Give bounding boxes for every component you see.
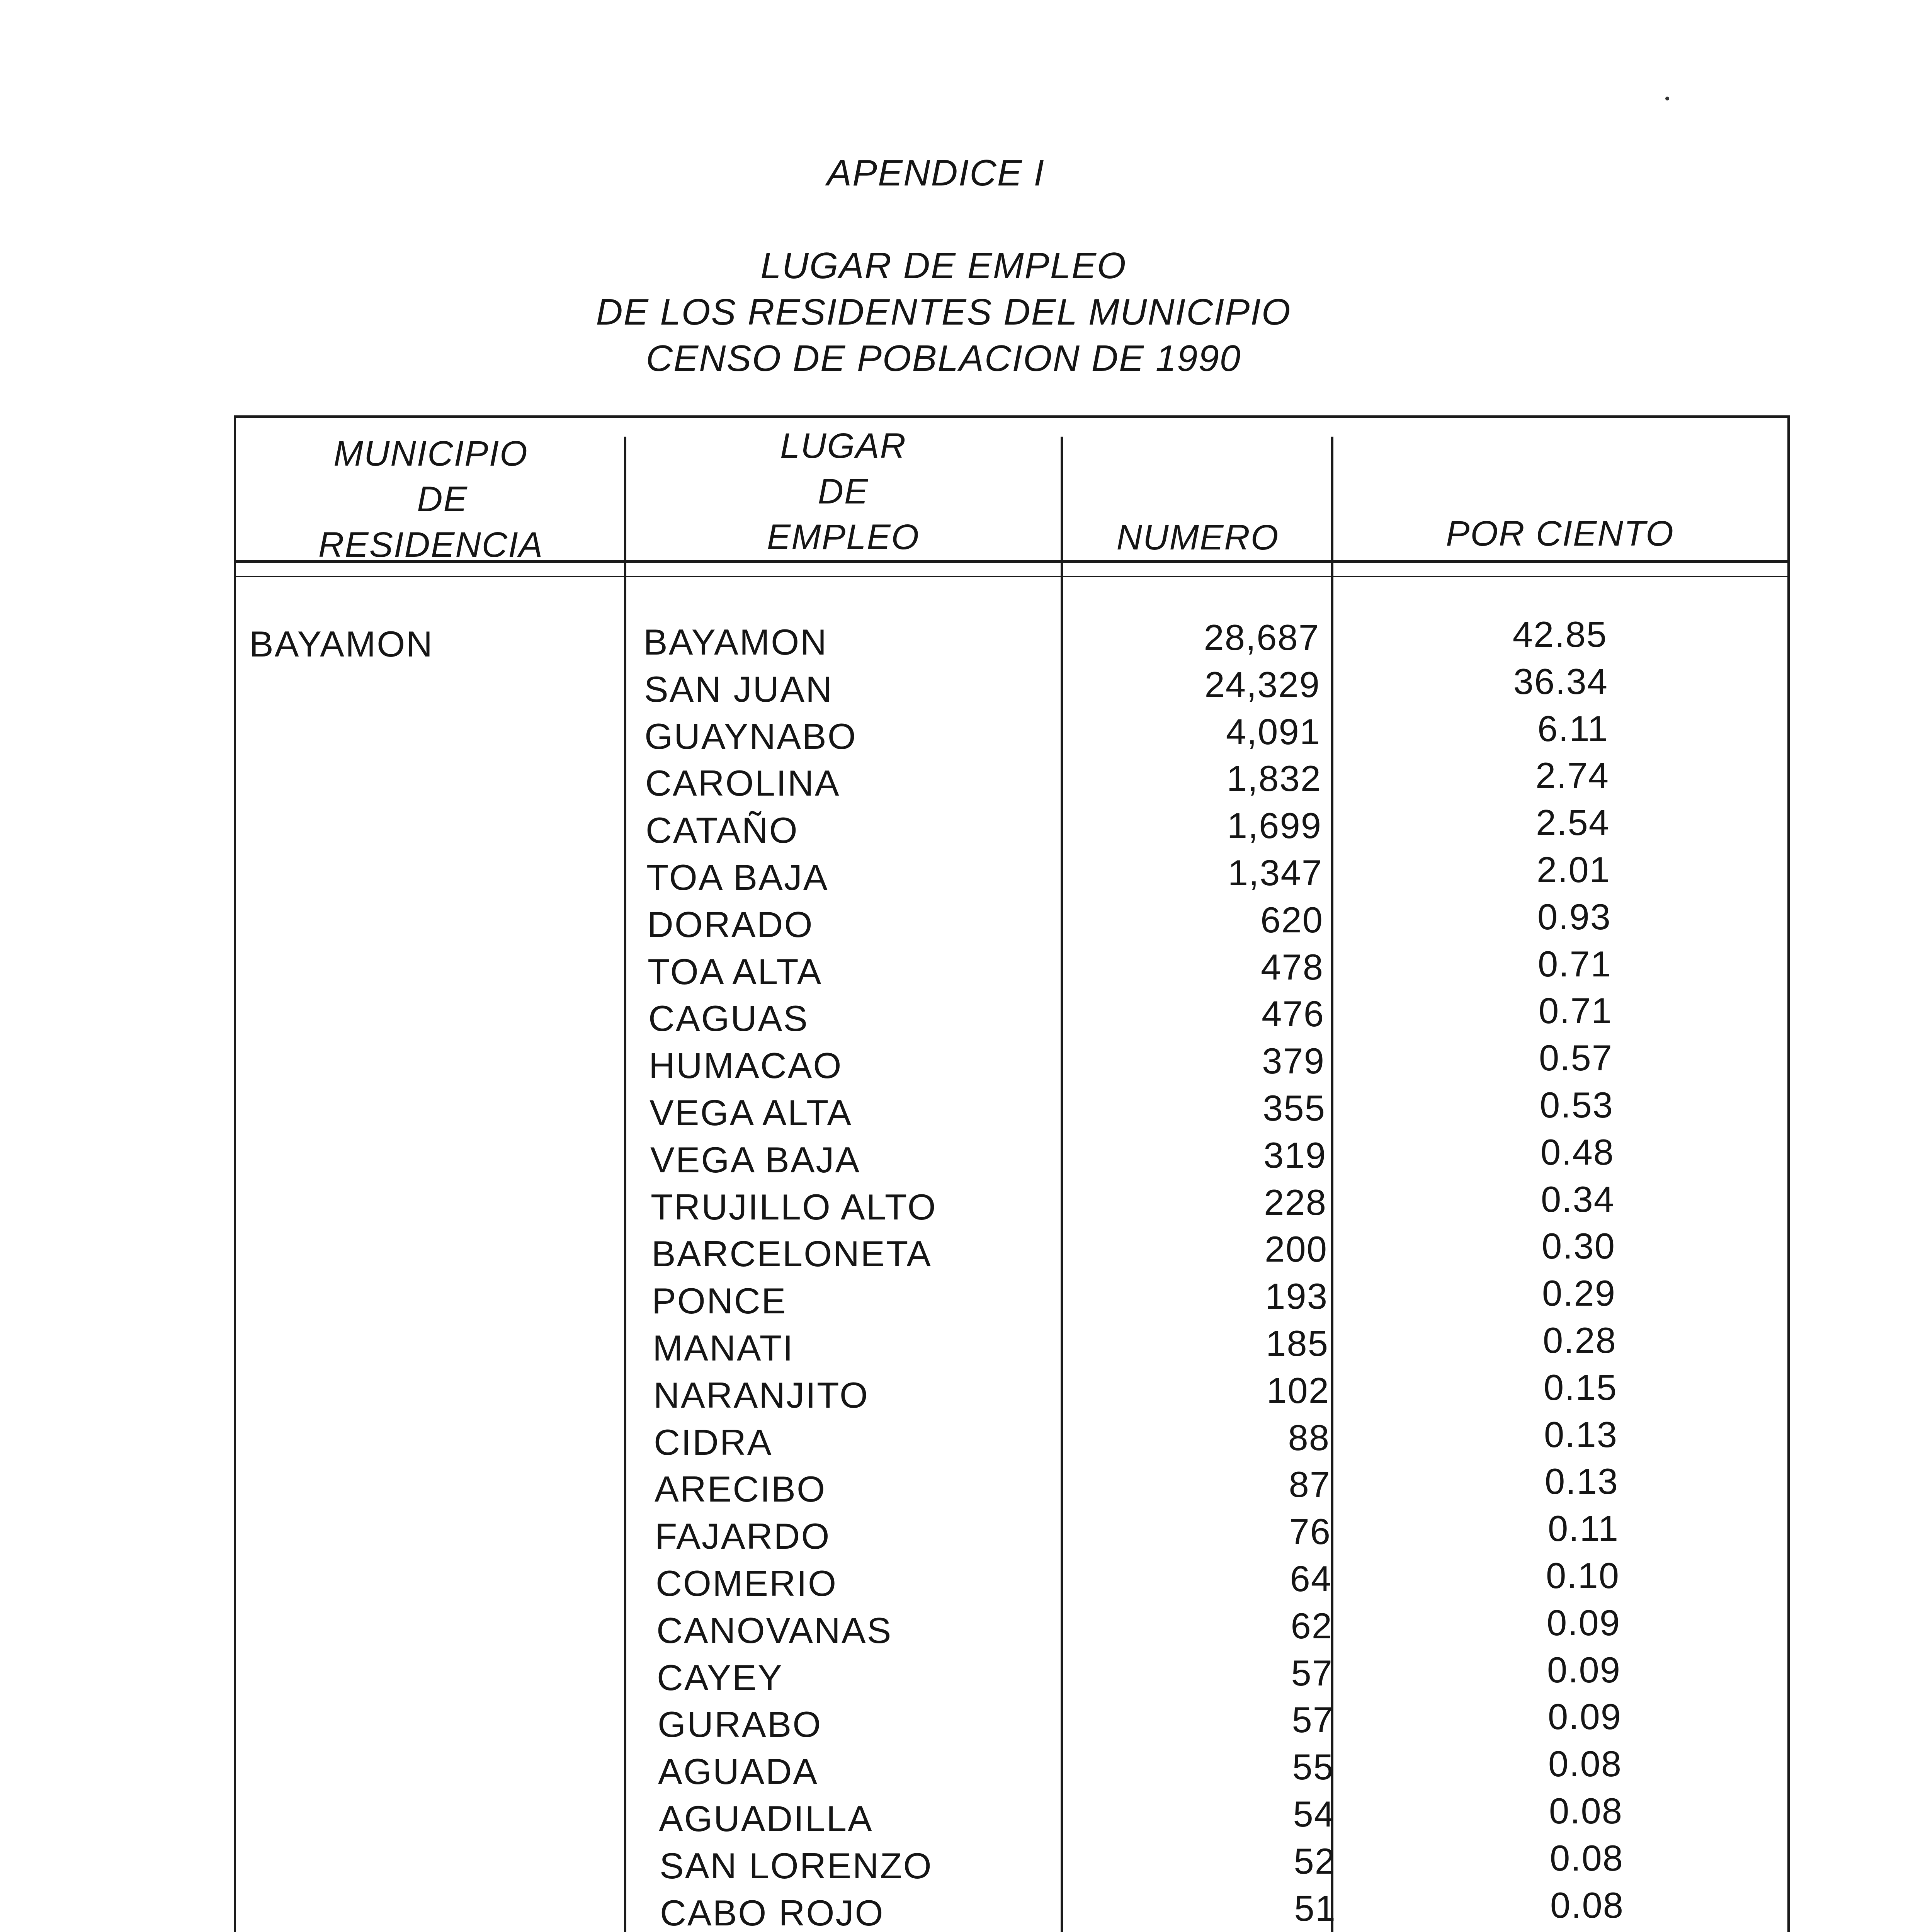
header-municipio-line-3: RESIDENCIA bbox=[318, 525, 544, 565]
header-lugar-line-1: LUGAR bbox=[780, 426, 906, 466]
lugar-cell: GURABO bbox=[658, 1704, 822, 1745]
numero-cell: 76 bbox=[1289, 1511, 1331, 1552]
por-ciento-cell: 2.54 bbox=[1536, 802, 1610, 843]
lugar-cell: SAN LORENZO bbox=[660, 1845, 933, 1886]
por-ciento-cell: 0.13 bbox=[1544, 1414, 1618, 1455]
por-ciento-cell: 0.08 bbox=[1548, 1743, 1622, 1784]
lugar-cell: DORADO bbox=[647, 904, 814, 945]
lugar-cell: TOA BAJA bbox=[646, 857, 829, 898]
por-ciento-cell: 0.08 bbox=[1550, 1838, 1624, 1878]
lugar-cell: CAYEY bbox=[657, 1657, 783, 1698]
numero-cell: 54 bbox=[1293, 1794, 1335, 1834]
por-ciento-cell: 0.11 bbox=[1548, 1508, 1619, 1549]
numero-cell: 193 bbox=[1265, 1276, 1328, 1316]
header-municipio bbox=[240, 431, 622, 568]
lugar-cell: CAGUAS bbox=[648, 998, 809, 1039]
lugar-cell: AGUADA bbox=[658, 1751, 818, 1792]
lugar-cell: VEGA BAJA bbox=[650, 1139, 861, 1180]
numero-cell: 1,832 bbox=[1226, 758, 1321, 799]
por-ciento-cell: 36.34 bbox=[1513, 661, 1608, 702]
column-divider-2 bbox=[1061, 437, 1063, 1932]
numero-cell: 28,687 bbox=[1204, 617, 1319, 658]
appendix-title: APENDICE I bbox=[826, 152, 1045, 194]
por-ciento-cell: 0.93 bbox=[1537, 896, 1611, 937]
lugar-cell: CATAÑO bbox=[646, 810, 799, 850]
header-municipio-line-2: DE bbox=[417, 480, 468, 519]
header-lugar-line-2: DE bbox=[818, 472, 869, 511]
lugar-cell: FAJARDO bbox=[655, 1516, 831, 1556]
por-ciento-cell: 2.74 bbox=[1535, 755, 1609, 796]
lugar-cell: PONCE bbox=[652, 1281, 787, 1321]
header-municipio-line-1: MUNICIPIO bbox=[333, 434, 528, 473]
por-ciento-cell: 0.30 bbox=[1542, 1226, 1615, 1266]
lugar-cell: ARECIBO bbox=[655, 1469, 826, 1509]
subtitle-line-3: CENSO DE POBLACION DE 1990 bbox=[646, 338, 1241, 379]
por-ciento-cell: 2.01 bbox=[1537, 849, 1610, 890]
numero-cell: 88 bbox=[1288, 1417, 1330, 1458]
numero-cell: 87 bbox=[1289, 1464, 1331, 1505]
lugar-cell: TOA ALTA bbox=[648, 951, 823, 992]
numero-cell: 355 bbox=[1263, 1088, 1326, 1128]
lugar-cell: CIDRA bbox=[654, 1422, 773, 1463]
numero-cell: 57 bbox=[1291, 1653, 1333, 1693]
scan-speck bbox=[1665, 97, 1669, 100]
por-ciento-cell: 0.29 bbox=[1542, 1273, 1616, 1313]
por-ciento-cell: 0.13 bbox=[1545, 1461, 1619, 1502]
lugar-cell: GUAYNABO bbox=[644, 716, 857, 757]
subtitle-line-1: LUGAR DE EMPLEO bbox=[760, 245, 1127, 286]
numero-cell: 57 bbox=[1292, 1699, 1334, 1740]
por-ciento-cell: 0.10 bbox=[1546, 1555, 1620, 1596]
por-ciento-cell: 6.11 bbox=[1537, 708, 1609, 749]
lugar-cell: TRUJILLO ALTO bbox=[651, 1187, 937, 1227]
header-lugar-line-3: EMPLEO bbox=[767, 517, 920, 557]
numero-cell: 476 bbox=[1262, 993, 1325, 1034]
header-lugar bbox=[628, 423, 1059, 560]
numero-cell: 478 bbox=[1261, 947, 1324, 987]
lugar-cell: BARCELONETA bbox=[651, 1233, 932, 1274]
numero-cell: 55 bbox=[1292, 1747, 1334, 1787]
lugar-cell: SAN JUAN bbox=[644, 669, 833, 709]
por-ciento-cell: 0.57 bbox=[1539, 1037, 1613, 1078]
subtitle-line-2: DE LOS RESIDENTES DEL MUNICIPIO bbox=[596, 291, 1291, 333]
lugar-cell: MANATI bbox=[653, 1328, 794, 1368]
header-rule-lower bbox=[236, 576, 1787, 577]
por-ciento-cell: 0.53 bbox=[1540, 1085, 1614, 1125]
numero-cell: 64 bbox=[1290, 1558, 1332, 1599]
numero-cell: 1,699 bbox=[1227, 805, 1322, 846]
numero-cell: 620 bbox=[1260, 900, 1323, 940]
por-ciento-cell: 0.71 bbox=[1539, 990, 1612, 1031]
lugar-cell: VEGA ALTA bbox=[650, 1092, 853, 1133]
por-ciento-cell: 0.09 bbox=[1548, 1696, 1622, 1737]
por-ciento-cell: 0.15 bbox=[1544, 1367, 1617, 1408]
lugar-cell: BAYAMON bbox=[643, 622, 828, 662]
numero-cell: 379 bbox=[1262, 1041, 1325, 1081]
numero-cell: 228 bbox=[1264, 1182, 1327, 1223]
lugar-cell: AGUADILLA bbox=[659, 1798, 873, 1839]
por-ciento-cell: 0.28 bbox=[1543, 1320, 1617, 1361]
lugar-cell: NARANJITO bbox=[653, 1375, 869, 1415]
lugar-cell: COMERIO bbox=[656, 1563, 838, 1604]
numero-cell: 319 bbox=[1263, 1135, 1326, 1175]
header-por-ciento: POR CIENTO bbox=[1446, 514, 1674, 553]
numero-cell: 4,091 bbox=[1226, 711, 1321, 752]
lugar-cell: HUMACAO bbox=[649, 1045, 843, 1086]
por-ciento-cell: 42.85 bbox=[1512, 614, 1607, 655]
column-divider-1 bbox=[624, 437, 626, 1932]
header-numero: NUMERO bbox=[1116, 518, 1279, 557]
numero-cell: 102 bbox=[1267, 1370, 1330, 1411]
por-ciento-cell: 0.71 bbox=[1538, 944, 1612, 984]
por-ciento-cell: 0.08 bbox=[1549, 1791, 1623, 1831]
numero-cell: 1,347 bbox=[1228, 852, 1323, 893]
por-ciento-cell: 0.09 bbox=[1547, 1602, 1620, 1643]
numero-cell: 52 bbox=[1294, 1841, 1336, 1881]
por-ciento-cell: 0.34 bbox=[1541, 1179, 1615, 1219]
numero-cell: 185 bbox=[1266, 1323, 1329, 1364]
por-ciento-cell: 0.48 bbox=[1541, 1132, 1614, 1172]
numero-cell: 200 bbox=[1265, 1229, 1328, 1269]
numero-cell: 62 bbox=[1291, 1605, 1333, 1646]
numero-cell: 24,329 bbox=[1204, 664, 1320, 705]
lugar-cell: CABO ROJO bbox=[660, 1893, 884, 1932]
lugar-cell: CAROLINA bbox=[645, 763, 840, 803]
numero-cell: 51 bbox=[1294, 1888, 1336, 1929]
residence-municipio: BAYAMON bbox=[249, 624, 434, 664]
lugar-cell: CANOVANAS bbox=[656, 1610, 893, 1651]
por-ciento-cell: 0.09 bbox=[1547, 1650, 1621, 1690]
por-ciento-cell: 0.08 bbox=[1550, 1885, 1624, 1925]
